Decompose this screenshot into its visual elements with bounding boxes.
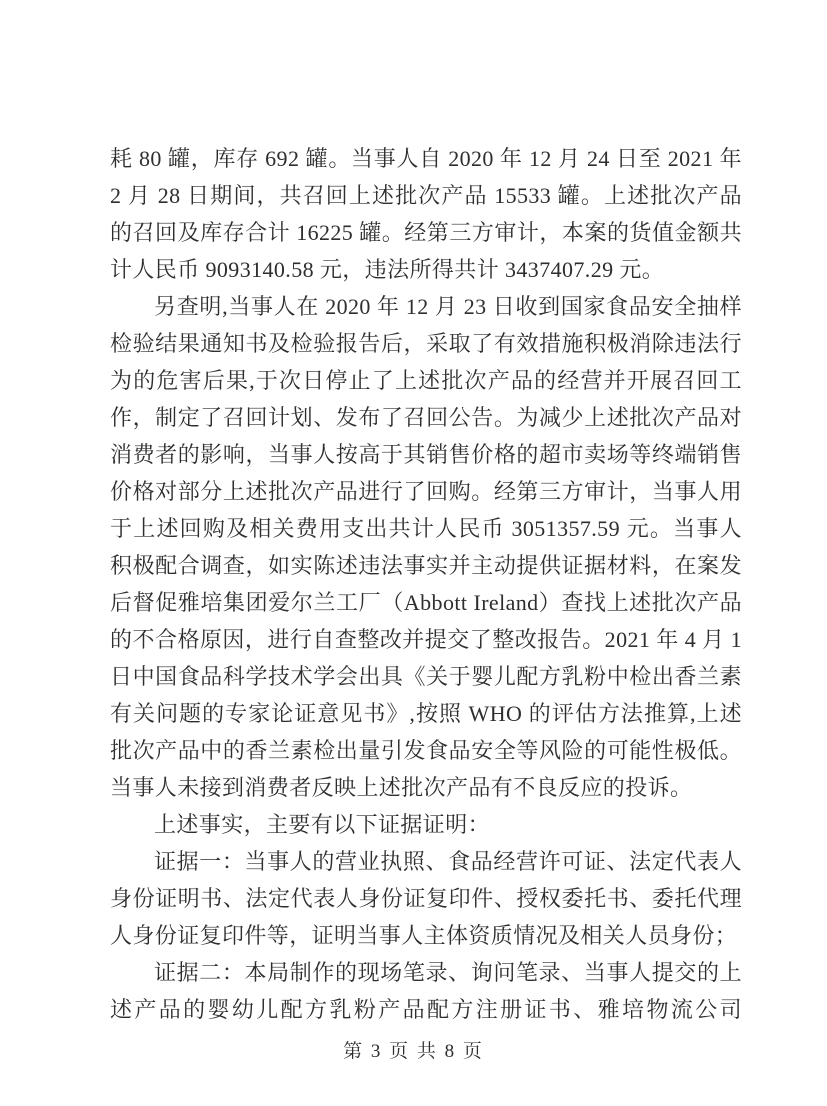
paragraph-evidence-two: 证据二：本局制作的现场笔录、询问笔录、当事人提交的上述产品的婴幼儿配方乳粉产品配方注册证书、雅培物流公司	[110, 960, 742, 1022]
paragraph-evidence-one: 证据一：当事人的营业执照、食品经营许可证、法定代表人身份证明书、法定代表人身份证复印件、授权委托书、委托代理人身份证复印件等，证明当事人主体资质情况及相关人员身份；	[110, 849, 742, 948]
paragraph-evidence-intro: 上述事实，主要有以下证据证明：	[154, 812, 491, 837]
page-footer	[0, 1036, 827, 1063]
page-number-label: 第 3 页 共 8 页	[343, 1041, 484, 1062]
document-body	[110, 140, 742, 1028]
paragraph-additional-findings: 另查明,当事人在 2020 年 12 月 23 日收到国家食品安全抽样检验结果通知书及检验报告后，采取了有效措施积极消除违法行为的危害后果,于次日停止了上述批次产品的经营并开展召回工作，制定了召回计划、发布了召回公告。为减少上述批次产品对消费者的影响，当事人按高于其销售价格的超市卖场等终端销售价格对部分上述批次产品进行了回购。经第三方审计，当事人用于上述回购及相关费用支出共计人民币 3051357.59 元。当事人积极配合调查，如实陈述违法事实并主动提供证据材料，在案发后督促雅培集团爱尔兰工厂（Abbott Ireland）查找上述批次产品的不合格原因，进行自查整改并提交了整改报告。2021 年 4 月 1 日中国食品科学技术学会出具《关于婴儿配方乳粉中检出香兰素有关问题的专家论证意见书》,按照 WHO 的评估方法推算,上述批次产品中的香兰素检出量引发食品安全等风险的可能性极低。当事人未接到消费者反映上述批次产品有不良反应的投诉。	[110, 294, 742, 800]
paragraph-case-amounts: 耗 80 罐，库存 692 罐。当事人自 2020 年 12 月 24 日至 2021 年 2 月 28 日期间，共召回上述批次产品 15533 罐。上述批次产品的召回及库存合计 16225 罐。经第三方审计，本案的货值金额共计人民币 9093140.58 元，违法所得共计 3437407.29 元。	[110, 146, 742, 282]
